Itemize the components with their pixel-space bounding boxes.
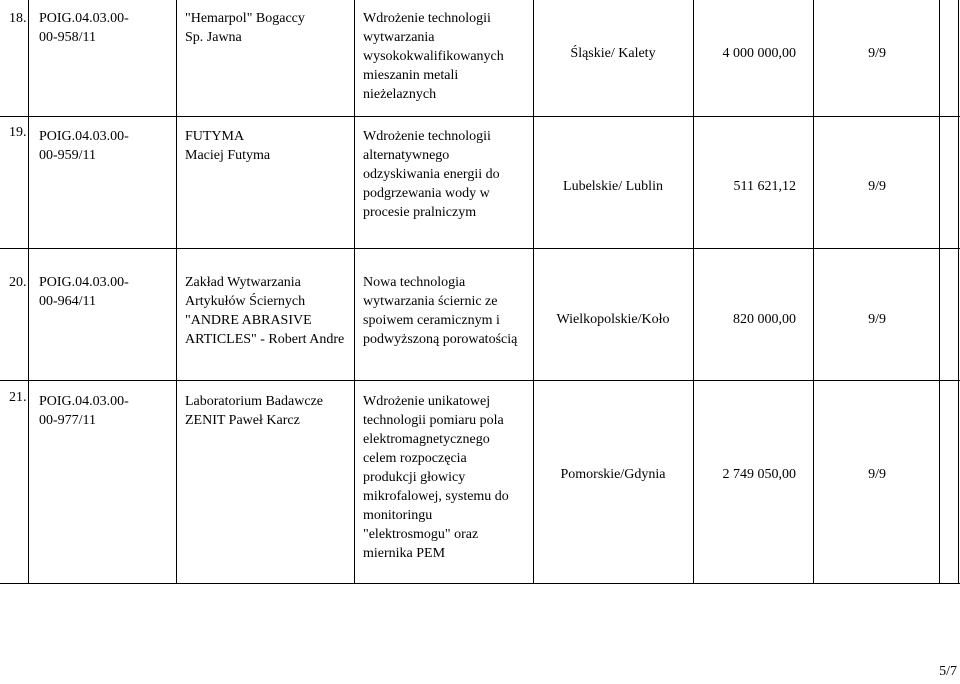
project-title-line: miernika PEM bbox=[363, 546, 446, 561]
column-divider bbox=[176, 117, 177, 248]
column-divider bbox=[939, 249, 940, 380]
project-title bbox=[363, 392, 509, 563]
program-score: 9/9 bbox=[868, 46, 886, 61]
column-divider bbox=[176, 381, 177, 583]
project-title-line: wytwarzania bbox=[363, 30, 435, 45]
project-title-line: spoiwem ceramicznym i bbox=[363, 313, 500, 328]
project-code-line: 00-977/11 bbox=[39, 413, 97, 428]
project-code-line: 00-964/11 bbox=[39, 294, 97, 309]
column-divider bbox=[693, 0, 694, 116]
project-title-line: produkcji głowicy bbox=[363, 470, 466, 485]
beneficiary-line: ARTICLES" - Robert Andre bbox=[185, 332, 345, 347]
project-code bbox=[39, 392, 129, 430]
column-divider bbox=[939, 0, 940, 116]
project-title-line: celem rozpoczęcia bbox=[363, 451, 467, 466]
project-title-line: Nowa technologia bbox=[363, 275, 466, 290]
column-divider bbox=[958, 117, 959, 248]
column-divider bbox=[939, 117, 940, 248]
project-code bbox=[39, 127, 129, 165]
project-code-line: POIG.04.03.00- bbox=[39, 129, 129, 144]
column-divider bbox=[176, 0, 177, 116]
row-number: 21. bbox=[9, 390, 27, 405]
row-number: 19. bbox=[9, 125, 27, 140]
row-number: 20. bbox=[9, 275, 27, 290]
program-score: 9/9 bbox=[868, 467, 886, 482]
beneficiary bbox=[185, 9, 305, 47]
program-score: 9/9 bbox=[868, 179, 886, 194]
column-divider bbox=[958, 0, 959, 116]
column-divider bbox=[813, 0, 814, 116]
column-divider bbox=[693, 117, 694, 248]
column-divider bbox=[28, 381, 29, 583]
project-title-line: nieżelaznych bbox=[363, 87, 437, 102]
beneficiary-line: Artykułów Ściernych bbox=[185, 294, 306, 309]
column-divider bbox=[28, 0, 29, 116]
project-title-line: Wdrożenie technologii bbox=[363, 11, 491, 26]
column-divider bbox=[533, 381, 534, 583]
column-divider bbox=[533, 0, 534, 116]
column-divider bbox=[28, 249, 29, 380]
column-divider bbox=[533, 249, 534, 380]
project-title-line: Wdrożenie unikatowej bbox=[363, 394, 491, 409]
project-title-line: monitoringu bbox=[363, 508, 433, 523]
project-code-line: POIG.04.03.00- bbox=[39, 275, 129, 290]
project-title-line: odzyskiwania energii do bbox=[363, 167, 500, 182]
table-row bbox=[0, 249, 960, 381]
beneficiary-line: "Hemarpol" Bogaccy bbox=[185, 11, 305, 26]
beneficiary-line: Maciej Futyma bbox=[185, 148, 271, 163]
beneficiary bbox=[185, 273, 344, 349]
project-title-line: technologii pomiaru pola bbox=[363, 413, 504, 428]
project-title-line: podwyższoną porowatością bbox=[363, 332, 518, 347]
funding-amount: 511 621,12 bbox=[733, 179, 796, 194]
table-row bbox=[0, 117, 960, 249]
column-divider bbox=[693, 381, 694, 583]
location: Lubelskie/ Lublin bbox=[563, 179, 663, 194]
project-code-line: 00-958/11 bbox=[39, 30, 97, 45]
funding-amount: 820 000,00 bbox=[733, 312, 796, 327]
project-title bbox=[363, 9, 504, 104]
project-code-line: 00-959/11 bbox=[39, 148, 97, 163]
beneficiary-line: Laboratorium Badawcze bbox=[185, 394, 323, 409]
location: Pomorskie/Gdynia bbox=[560, 467, 666, 482]
column-divider bbox=[813, 117, 814, 248]
page-number: 5/7 bbox=[939, 664, 957, 679]
funding-amount: 4 000 000,00 bbox=[722, 46, 796, 61]
program-score: 9/9 bbox=[868, 312, 886, 327]
column-divider bbox=[354, 0, 355, 116]
column-divider bbox=[958, 381, 959, 583]
column-divider bbox=[354, 381, 355, 583]
column-divider bbox=[176, 249, 177, 380]
column-divider bbox=[813, 381, 814, 583]
project-title-line: alternatywnego bbox=[363, 148, 450, 163]
project-code-line: POIG.04.03.00- bbox=[39, 11, 129, 26]
project-title-line: Wdrożenie technologii bbox=[363, 129, 491, 144]
table-row bbox=[0, 381, 960, 584]
project-title-line: mikrofalowej, systemu do bbox=[363, 489, 509, 504]
beneficiary-line: ZENIT Paweł Karcz bbox=[185, 413, 300, 428]
beneficiary-line: "ANDRE ABRASIVE bbox=[185, 313, 312, 328]
project-title-line: mieszanin metali bbox=[363, 68, 459, 83]
beneficiary bbox=[185, 392, 323, 430]
project-code bbox=[39, 273, 129, 311]
project-title-line: procesie pralniczym bbox=[363, 205, 477, 220]
column-divider bbox=[939, 381, 940, 583]
beneficiary-line: FUTYMA bbox=[185, 129, 245, 144]
funding-amount: 2 749 050,00 bbox=[722, 467, 796, 482]
beneficiary-line: Sp. Jawna bbox=[185, 30, 242, 45]
row-number: 18. bbox=[9, 11, 27, 26]
project-title-line: wysokokwalifikowanych bbox=[363, 49, 504, 64]
project-title-line: "elektrosmogu" oraz bbox=[363, 527, 479, 542]
project-title bbox=[363, 273, 517, 349]
column-divider bbox=[813, 249, 814, 380]
column-divider bbox=[958, 249, 959, 380]
column-divider bbox=[533, 117, 534, 248]
column-divider bbox=[354, 117, 355, 248]
project-title-line: elektromagnetycznego bbox=[363, 432, 490, 447]
project-title-line: podgrzewania wody w bbox=[363, 186, 490, 201]
project-code-line: POIG.04.03.00- bbox=[39, 394, 129, 409]
table-row bbox=[0, 0, 960, 117]
location: Śląskie/ Kalety bbox=[570, 46, 656, 61]
project-title bbox=[363, 127, 500, 222]
beneficiary bbox=[185, 127, 270, 165]
column-divider bbox=[354, 249, 355, 380]
project-title-line: wytwarzania ściernic ze bbox=[363, 294, 498, 309]
beneficiary-line: Zakład Wytwarzania bbox=[185, 275, 301, 290]
project-code bbox=[39, 9, 129, 47]
column-divider bbox=[693, 249, 694, 380]
column-divider bbox=[28, 117, 29, 248]
location: Wielkopolskie/Koło bbox=[556, 312, 670, 327]
